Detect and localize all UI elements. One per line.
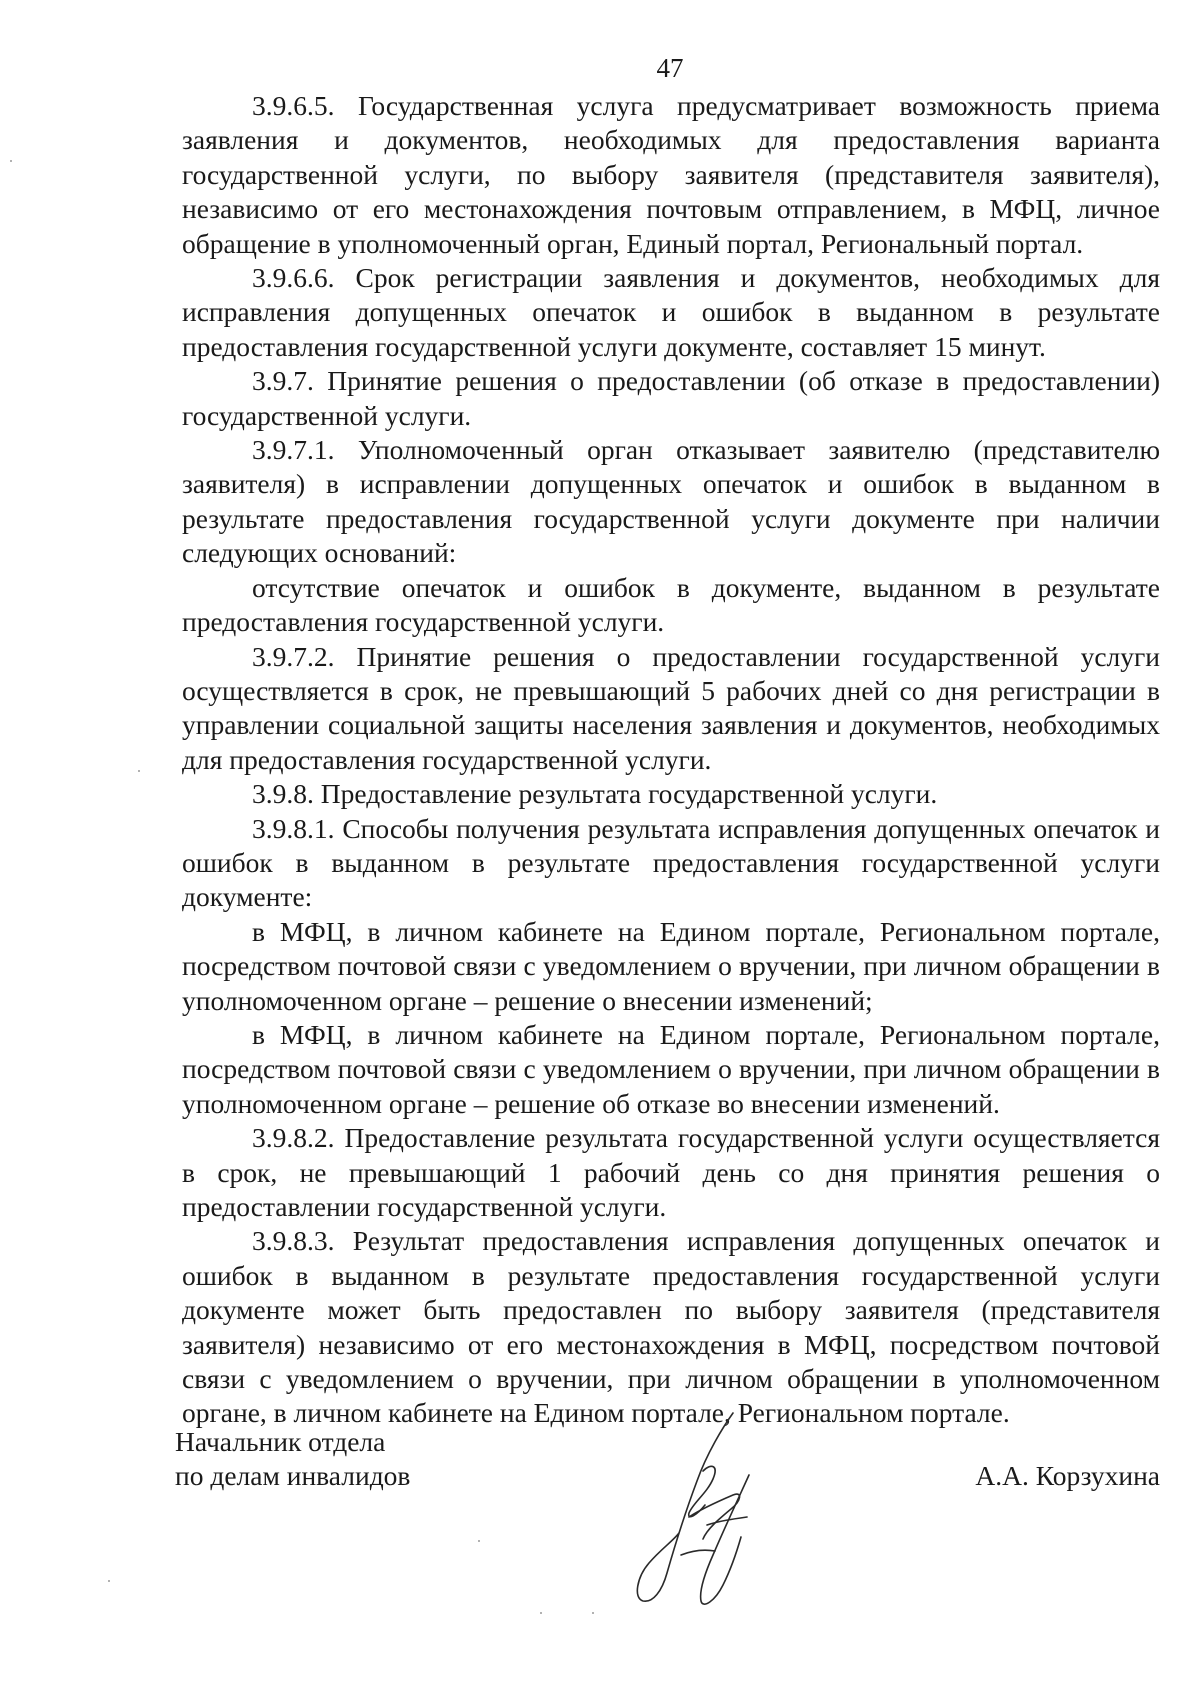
paragraph-3-9-7: 3.9.7. Принятие решения о предоставлении (об отказе в предоставлении) государственной услуги.	[182, 365, 1160, 431]
scan-speck	[592, 1612, 594, 1614]
signer-title-line-2: по делам инвалидов	[175, 1460, 411, 1491]
signature-block	[175, 1425, 1160, 1655]
paragraph-3-9-8-3: 3.9.8.3. Результат предоставления исправления допущенных опечаток и ошибок в выданном в результате предоставления государственной услуги документе может быть предоставлен по выбору заявителя (представителя заявителя) независимо от его местонахождения в МФЦ, посредством почтовой связи с уведомлением о вручении, при личном обращении в уполномоченном органе, в личном кабинете на Едином портале, Региональном портале.	[182, 1225, 1160, 1429]
paragraph-refusal-ground: отсутствие опечаток и ошибок в документе, выданном в результате предоставления государственной услуги.	[182, 571, 1160, 638]
signer-name: А.А. Корзухина	[975, 1460, 1160, 1491]
signer-title-line-1: Начальник отдела	[175, 1426, 386, 1457]
page-number: 47	[656, 53, 684, 83]
scan-speck	[10, 160, 12, 162]
document-body	[182, 89, 1160, 1431]
paragraph-result-method-changes: в МФЦ, в личном кабинете на Едином портале, Региональном портале, посредством почтовой связи с уведомлением о вручении, при личном обращении в уполномоченном органе – решение о внесении изменений;	[182, 915, 1160, 1016]
scan-speck	[540, 1612, 542, 1614]
paragraph-3-9-6-6: 3.9.6.6. Срок регистрации заявления и документов, необходимых для исправления допущенных опечаток и ошибок в выданном в результате предоставления государственной услуги документе, составляет 15 минут.	[182, 262, 1160, 362]
scan-speck	[478, 1540, 480, 1542]
handwritten-signature-icon	[615, 1405, 785, 1615]
paragraph-3-9-8-2: 3.9.8.2. Предоставление результата государственной услуги осуществляется в срок, не превышающий 1 рабочий день со дня принятия решения о предоставлении государственной услуги.	[182, 1122, 1160, 1222]
paragraph-3-9-8: 3.9.8. Предоставление результата государственной услуги.	[252, 778, 938, 810]
scan-speck	[138, 770, 140, 772]
scan-speck	[108, 1580, 110, 1582]
paragraph-3-9-6-5: 3.9.6.5. Государственная услуга предусматривает возможность приема заявления и документов, необходимых для предоставления варианта государственной услуги, по выбору заявителя (представителя заявителя), независимо от его местонахождения почтовым отправлением, в МФЦ, личное обращение в уполномоченный орган, Единый портал, Региональный портал.	[182, 90, 1160, 259]
paragraph-3-9-7-1: 3.9.7.1. Уполномоченный орган отказывает заявителю (представителю заявителя) в исправлении допущенных опечаток и ошибок в выданном в результате предоставления государственной услуги документе при наличии следующих оснований:	[182, 434, 1160, 569]
paragraph-result-method-refusal: в МФЦ, в личном кабинете на Едином портале, Региональном портале, посредством почтовой связи с уведомлением о вручении, при личном обращении в уполномоченном органе – решение об отказе во внесении изменений.	[182, 1018, 1160, 1119]
paragraph-3-9-7-2: 3.9.7.2. Принятие решения о предоставлении государственной услуги осуществляется в срок, не превышающий 5 рабочих дней со дня регистрации в управлении социальной защиты населения заявления и документов, необходимых для предоставления государственной услуги.	[182, 640, 1160, 775]
signer-title	[175, 1425, 410, 1493]
paragraph-3-9-8-1: 3.9.8.1. Способы получения результата исправления допущенных опечаток и ошибок в выданном в результате предоставления государственной услуги документе:	[182, 812, 1160, 913]
